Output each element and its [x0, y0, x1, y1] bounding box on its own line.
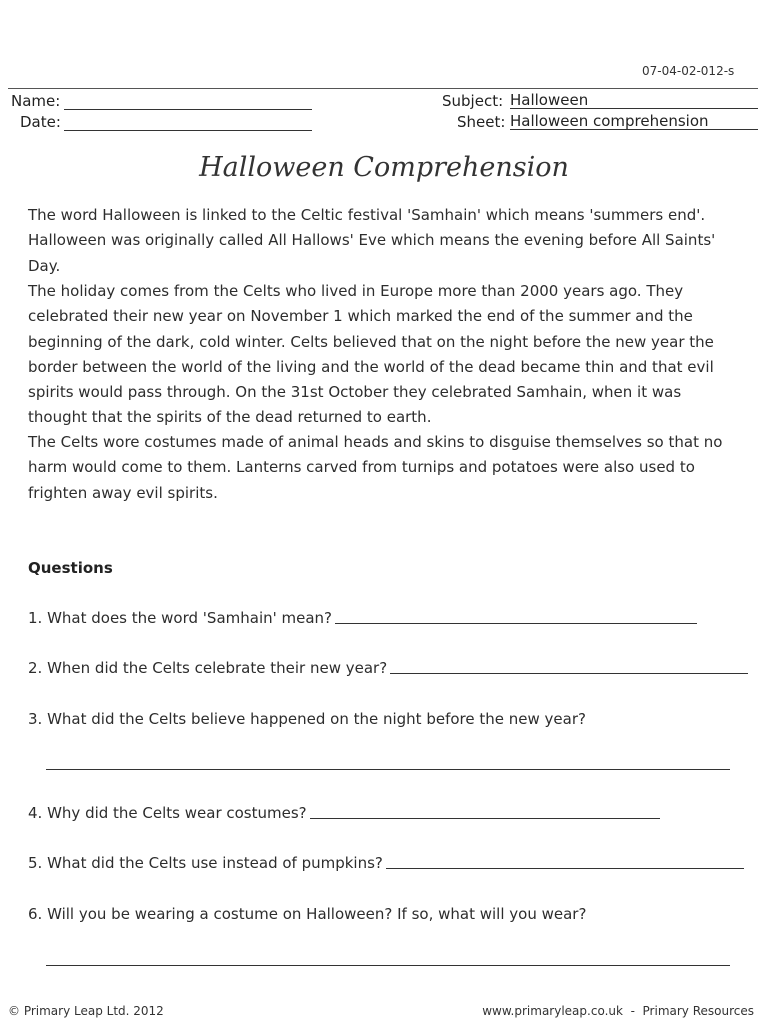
- question-2-text: 2. When did the Celts celebrate their new year?: [28, 659, 388, 677]
- question-5: [28, 854, 744, 872]
- name-label: Name:: [11, 92, 61, 110]
- questions-heading: Questions: [28, 559, 113, 577]
- date-field[interactable]: [64, 114, 312, 131]
- header-divider: [8, 88, 758, 89]
- question-1: [28, 609, 697, 627]
- question-4-text: 4. Why did the Celts wear costumes?: [28, 804, 307, 822]
- website-link[interactable]: www.primaryleap.co.uk - Primary Resources: [482, 1004, 754, 1018]
- question-6: [28, 905, 586, 923]
- question-3: [28, 710, 586, 728]
- question-6-text: 6. Will you be wearing a costume on Halloween? If so, what will you wear?: [28, 905, 587, 923]
- sheet-value: Halloween comprehension: [510, 113, 758, 130]
- paragraph-1: The word Halloween is linked to the Celtic festival 'Samhain' which means 'summers end'. Halloween was originally called All Hallows' Eve which means the evening before All Saints' Day.: [28, 206, 716, 275]
- question-5-text: 5. What did the Celts use instead of pumpkins?: [28, 854, 383, 872]
- paragraph-2: The holiday comes from the Celts who lived in Europe more than 2000 years ago. They celebrated their new year on November 1 which marked the end of the summer and the beginning of the dark, cold winter. Celts believed that on the night before the new year the border between the world of the living and the world of the dead became thin and that evil spirits would pass through. On the 31st October they celebrated Samhain, when it was thought that the spirits of the dead returned to earth.: [28, 282, 714, 427]
- question-3-text: 3. What did the Celts believe happened on the night before the new year?: [28, 710, 586, 728]
- copyright-text: © Primary Leap Ltd. 2012: [8, 1004, 164, 1018]
- page-title: Halloween Comprehension: [199, 152, 569, 183]
- answer-6-line[interactable]: [46, 965, 730, 966]
- question-1-text: 1. What does the word 'Samhain' mean?: [28, 609, 333, 627]
- answer-4-line[interactable]: [310, 818, 660, 819]
- paragraph-3: The Celts wore costumes made of animal heads and skins to disguise themselves so that no harm would come to them. Lanterns carved from turnips and potatoes were also used to frighten away evil spirits.: [28, 433, 723, 502]
- date-label: Date:: [20, 113, 61, 131]
- name-field[interactable]: [64, 93, 312, 110]
- sheet-label: Sheet:: [457, 113, 506, 131]
- answer-1-line[interactable]: [335, 623, 697, 624]
- answer-2-line[interactable]: [390, 673, 748, 674]
- subject-value: Halloween: [510, 92, 758, 109]
- subject-label: Subject:: [442, 92, 504, 110]
- answer-3-line[interactable]: [46, 769, 730, 770]
- answer-5-line[interactable]: [386, 868, 744, 869]
- question-4: [28, 804, 660, 822]
- question-2: [28, 659, 748, 677]
- sheet-code: 07-04-02-012-s: [642, 64, 735, 78]
